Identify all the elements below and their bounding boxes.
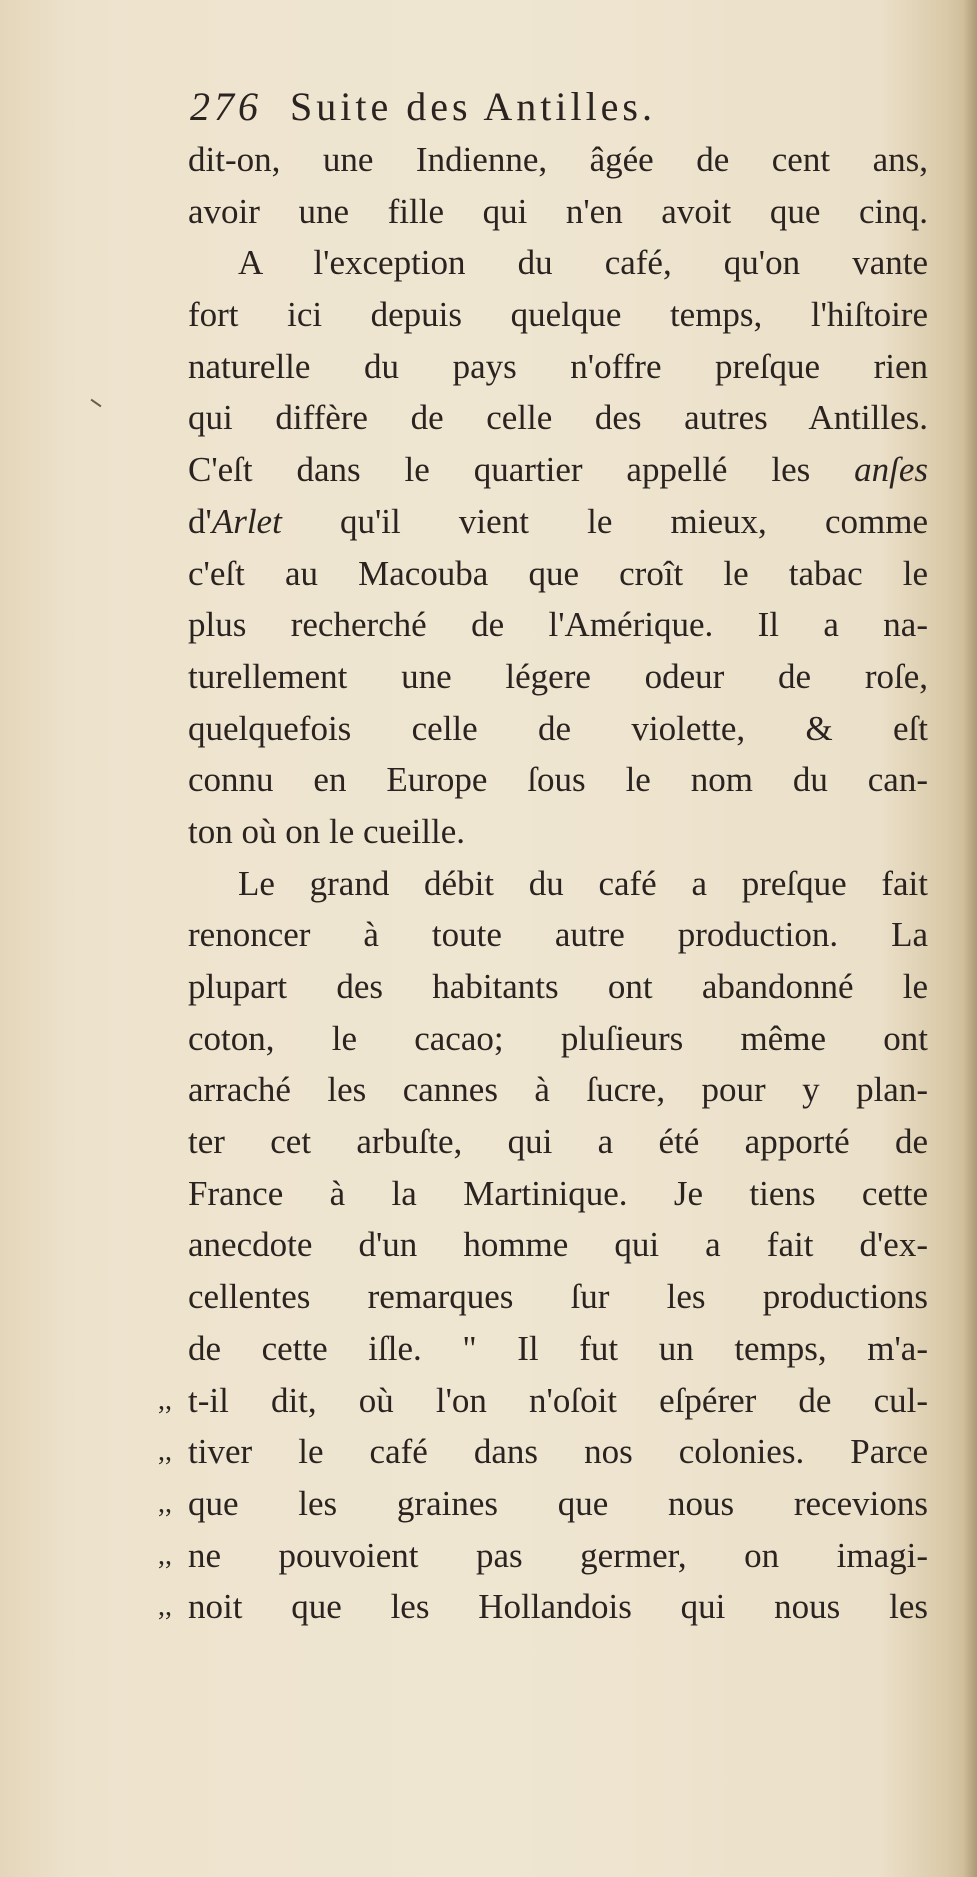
text-fragment: ne pouvoient pas germer, on imagi-	[188, 1535, 928, 1575]
text-line: plus recherché de l'Amérique. Il a na-	[188, 605, 928, 645]
text-line: c'eſt au Macouba que croît le tabac le	[188, 553, 928, 593]
text-line: qui diffère de celle des autres Antilles.	[188, 398, 928, 438]
text-line: quelquefois celle de violette, & eſt	[188, 708, 928, 748]
text-fragment: d'	[188, 501, 212, 541]
text-line: plupart des habitants ont abandonné le	[188, 967, 928, 1006]
page-edge-shadow	[963, 0, 977, 1877]
page-number: 276	[190, 84, 262, 129]
text-fragment: tiver le café dans nos colonies. Parce	[188, 1432, 928, 1472]
quote-mark: ,,	[158, 1384, 172, 1416]
text-line: France à la Martinique. Je tiens cette	[188, 1173, 928, 1213]
text-line: de cette iſle. " Il fut un temps, m'a-	[188, 1328, 928, 1368]
text-line: connu en Europe ſous le nom du can-	[188, 760, 928, 800]
italic-place-name: anſes	[854, 450, 928, 490]
text-line: cellentes remarques ſur les productions	[188, 1277, 928, 1317]
text-fragment: noit que les Hollandois qui nous les	[188, 1587, 928, 1627]
text-line	[158, 1478, 928, 1530]
quote-mark: ,,	[158, 1539, 172, 1571]
text-fragment: qu'il vient le mieux, comme	[281, 501, 928, 541]
text-line	[188, 496, 928, 548]
quote-mark: ,,	[158, 1436, 172, 1468]
text-line: arraché les cannes à ſucre, pour y plan-	[188, 1070, 928, 1110]
margin-mark	[91, 399, 102, 408]
text-line: turellement une légere odeur de roſe,	[188, 656, 928, 696]
text-line	[158, 1581, 928, 1633]
text-line	[188, 444, 928, 496]
text-fragment: t-il dit, où l'on n'oſoit eſpérer de cul-	[188, 1380, 928, 1420]
text-line: naturelle du pays n'offre preſque rien	[188, 346, 928, 386]
text-line	[158, 1375, 928, 1427]
italic-place-name: Arlet	[211, 501, 282, 541]
text-line: ton où on le cueille.	[188, 811, 466, 851]
quote-mark: ,,	[158, 1487, 172, 1519]
page-header	[190, 82, 890, 132]
text-line: coton, le cacao; pluſieurs même ont	[188, 1018, 928, 1058]
text-fragment: C'eſt dans le quartier appellé les	[188, 450, 855, 490]
text-line: Le grand débit du café a preſque fait	[238, 863, 928, 903]
text-line: ter cet arbuſte, qui a été apporté de	[188, 1122, 928, 1162]
text-line: fort ici depuis quelque temps, l'hiſtoire	[188, 295, 928, 335]
running-title: Suite des Antilles.	[290, 84, 656, 129]
text-line: anecdote d'un homme qui a fait d'ex-	[188, 1225, 928, 1265]
quote-mark: ,,	[158, 1591, 172, 1623]
text-line: renoncer à toute autre production. La	[188, 915, 928, 955]
text-line	[158, 1530, 928, 1582]
text-line: A l'exception du café, qu'on vante	[238, 243, 928, 283]
body-text	[158, 134, 928, 1633]
text-fragment: que les graines que nous recevions	[188, 1483, 928, 1523]
text-line: dit-on, une Indienne, âgée de cent ans,	[188, 140, 928, 179]
text-line: avoir une fille qui n'en avoit que cinq.	[188, 191, 928, 231]
text-line	[158, 1426, 928, 1478]
